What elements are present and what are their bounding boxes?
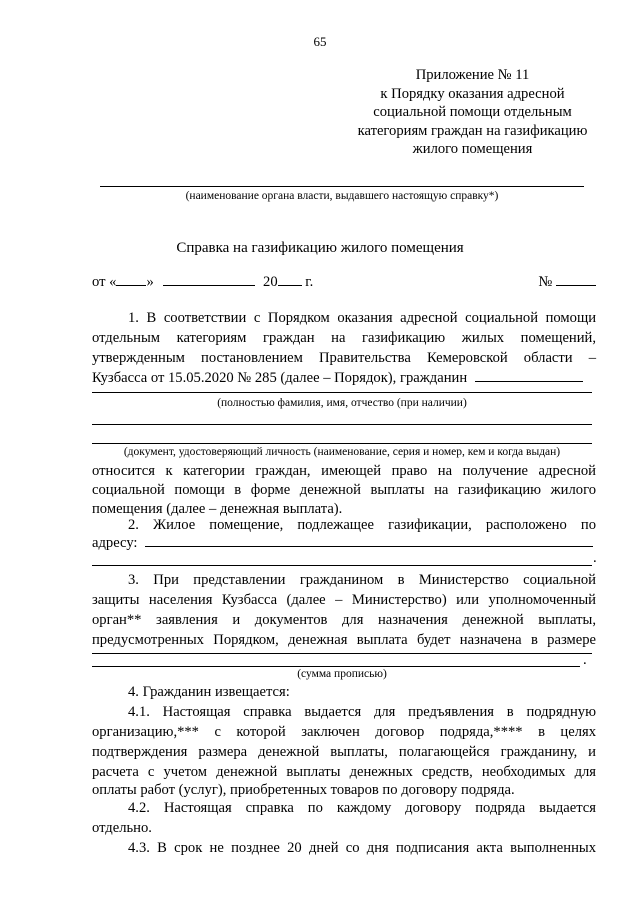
fio-blank-line: [92, 392, 592, 393]
p41-line: оплаты работ (услуг), приобретенных товаров по договору подряда.: [92, 782, 515, 798]
p1-line: 1. В соответствии с Порядком оказания адресной социальной помощи: [128, 310, 596, 326]
p41-line: организацию,*** с которой заключен договор подряда,**** в целях: [92, 724, 596, 740]
date-number-line: [92, 272, 596, 292]
citizen-name-blank: [475, 368, 583, 382]
appendix-line: жилого помещения: [412, 141, 533, 157]
sum-blank-line-2: [92, 666, 580, 667]
sum-caption: (сумма прописью): [297, 668, 387, 680]
issuer-caption: (наименование органа власти, выдавшего настоящую справку*): [185, 190, 499, 202]
year-prefix: 20: [263, 274, 278, 290]
number-sign: №: [538, 274, 553, 290]
issuer-blank-line: [100, 186, 584, 187]
page-number: 65: [313, 34, 327, 49]
appendix-line: социальной помощи отдельным: [373, 104, 572, 120]
appendix-line: Приложение № 11: [415, 67, 530, 83]
p1-line: утвержденным постановлением Правительства Кемеровской области –: [92, 350, 596, 366]
p3-line: орган** заявления и документов для назначения денежной выплаты,: [92, 612, 596, 628]
appendix-line: к Порядку оказания адресной: [380, 85, 565, 102]
p1-line-last: [92, 368, 596, 388]
p41-line: подтверждения размера денежной выплаты, полагающейся гражданину, и: [92, 744, 596, 760]
p1-line: отдельным категориям граждан на газификацию жилых помещений,: [92, 330, 596, 346]
date-from-label: от «: [92, 274, 117, 290]
appendix-header: [320, 66, 625, 159]
p3-line: 3. При представлении гражданином в Министерство социальной: [128, 572, 596, 588]
p1-cont-line: относится к категории граждан, имеющей право на получение адресной: [92, 463, 596, 479]
date-quote-close: »: [146, 274, 154, 290]
year-suffix: г.: [305, 274, 314, 290]
document-caption: (документ, удостоверяющий личность (наименование, серия и номер, кем и когда выдан): [123, 446, 561, 458]
address-period: .: [593, 550, 597, 566]
p1-line-text: Кузбасса от 15.05.2020 № 285 (далее – Порядок), гражданин: [92, 370, 468, 386]
p2-line: 2. Жилое помещение, подлежащее газификации, расположено по: [128, 517, 596, 533]
number-blank: [556, 272, 596, 286]
p3-line: предусмотренных Порядком, денежная выплата будет назначена в размере: [92, 632, 596, 648]
sum-blank-line-1: [92, 653, 592, 654]
appendix-line: категориям граждан на газификацию: [357, 122, 588, 139]
p3-line: защиты населения Кузбасса (далее – Министерство) или уполномоченный: [92, 592, 596, 608]
address-label: адресу:: [92, 535, 138, 551]
p41-line: 4.1. Настоящая справка выдается для предъявления в подрядную: [128, 704, 596, 720]
document-blank-line-1: [92, 424, 592, 425]
document-blank-line-2: [92, 443, 592, 444]
day-blank: [116, 272, 146, 286]
address-blank-line-2: [92, 565, 592, 566]
p1-cont-line: помещения (далее – денежная выплата).: [92, 501, 343, 517]
p1-cont-line: социальной помощи в форме денежной выплаты на газификацию жилого: [92, 482, 596, 498]
p4-heading: 4. Гражданин извещается:: [128, 684, 290, 700]
fio-caption: (полностью фамилия, имя, отчество (при наличии): [217, 397, 467, 409]
document-title: Справка на газификацию жилого помещения: [176, 240, 464, 256]
p43-line: 4.3. В срок не позднее 20 дней со дня подписания акта выполненных: [128, 840, 596, 856]
p41-line: расчета с учетом денежной выплаты денежных средств, необходимых для: [92, 764, 596, 780]
p42-line: 4.2. Настоящая справка по каждому договору подряда выдается: [128, 800, 596, 816]
year-blank: [278, 272, 302, 286]
month-blank: [163, 272, 255, 286]
address-blank: [145, 533, 593, 547]
p2-address-line: [92, 533, 596, 553]
sum-period: .: [583, 652, 587, 668]
p42-line: отдельно.: [92, 820, 152, 836]
